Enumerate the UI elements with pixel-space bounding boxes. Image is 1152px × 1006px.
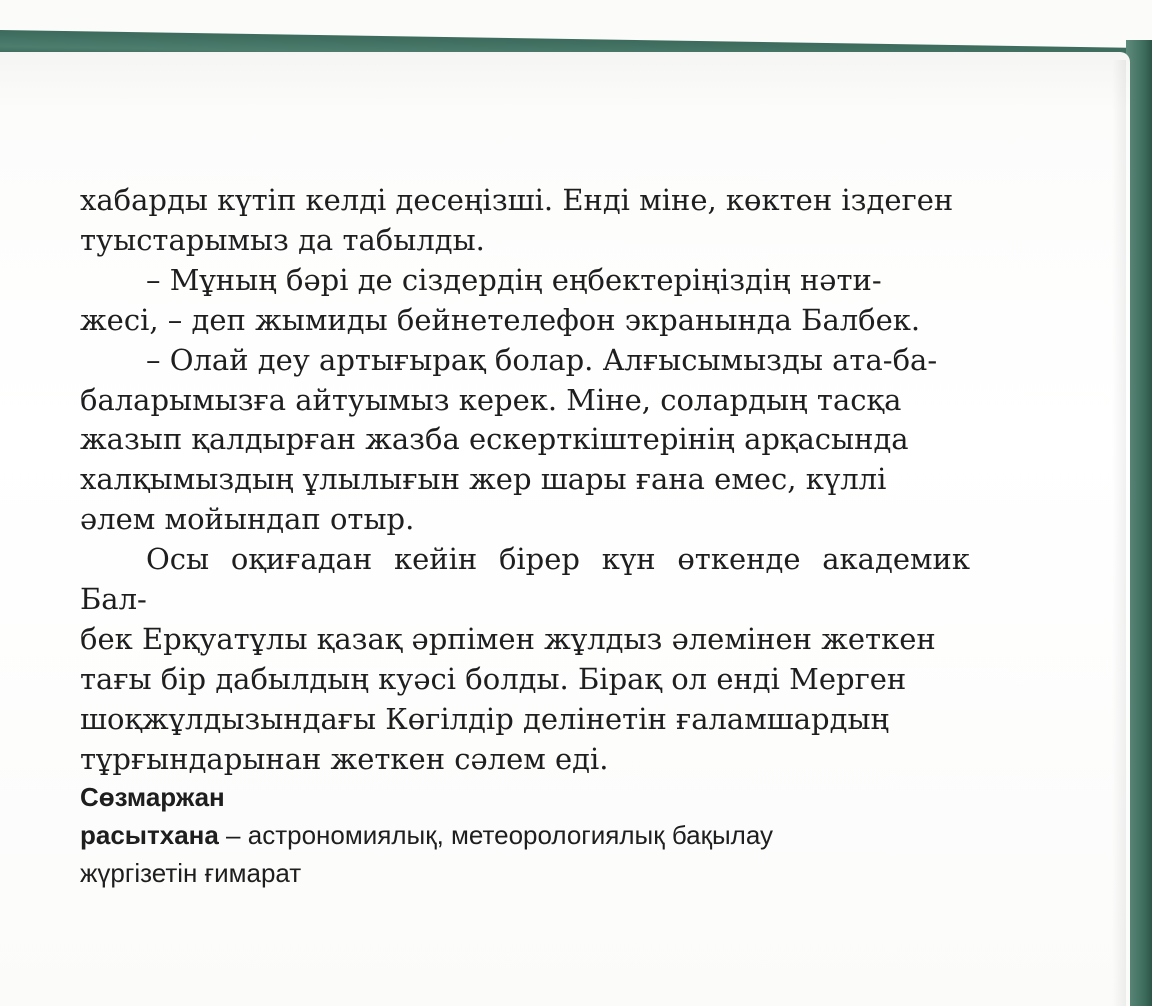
text-line: туыстарымыз да табылды. [80,222,485,257]
reverse-side-bleed-through [80,855,980,999]
text-line: тұрғындарынан жеткен сәлем еді. [80,741,609,776]
glossary-title: Сөзмаржан [80,782,225,812]
text-line: – Олай деу артығырақ болар. Алғысымызды ата-ба- [146,342,938,377]
text-line: баларымызға айтуымыз керек. Міне, солардың тасқа [80,382,902,417]
text-line: жазып қалдырған жазба ескерткіштерінің арқасында [80,422,909,457]
glossary-dash: – [218,820,248,850]
text-line: халқымыздың ұлылығын жер шары ғана емес, күллі [80,462,887,497]
text-line: тағы бір дабылдың куәсі болды. Бірақ ол енді Мерген [80,661,907,696]
paragraph-2 [80,261,970,341]
text-line: Осы оқиғадан кейін бірер күн өткенде академик Бал- [80,542,970,617]
page-edge-shadow [1112,60,1126,1006]
paragraph-4 [80,540,970,779]
text-line: бек Ерқуатұлы қазақ әрпімен жұлдыз әлемінен жеткен [80,621,936,656]
glossary-term: расытхана [80,820,219,850]
glossary-definition: астрономиялық, метеорологиялық бақылау [247,820,773,850]
paragraph-1 [80,181,970,261]
story-text [80,181,970,780]
text-line: әлем мойындап отыр. [80,502,415,537]
text-line: хабарды күтіп келді десеңізші. Енді міне, көктен іздеген [80,183,954,217]
glossary-definition-cont: жүргізетін ғимарат [80,858,302,888]
text-line: шоқжұлдызындағы Көгілдір делінетін ғаламшардың [80,701,890,736]
text-line: жесі, – деп жымиды бейнетелефон экранында Балбек. [80,302,921,337]
text-line: – Мұның бәрі де сіздердің еңбектеріңіздің нәти- [146,262,882,297]
paragraph-3 [80,341,970,541]
